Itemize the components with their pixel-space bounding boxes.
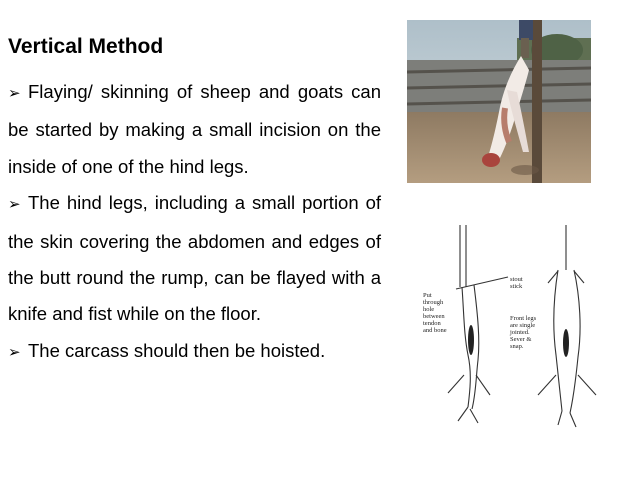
- flaying-diagram: [418, 225, 608, 430]
- diagram-right-label-3: jointed.: [510, 329, 530, 336]
- diagram-left-label-6: and bone: [423, 327, 447, 334]
- arrow-bullet-icon: ➢: [8, 343, 21, 361]
- paragraph-text: The hind legs, including a small portion of the skin covering the abdomen and edges of the butt round the rump, can be flayed with a knife and fist while on the floor.: [8, 192, 381, 325]
- paragraph-text: Flaying/ skinning of sheep and goats can be started by making a small incision on the inside of one of the hind legs.: [8, 81, 381, 177]
- bullet-paragraph-1: [8, 74, 381, 185]
- diagram-left-label-3: hole: [423, 306, 435, 313]
- bullet-paragraph-2: [8, 185, 381, 333]
- left-carcass-illustration: [448, 225, 508, 423]
- bullet-paragraph-3: [8, 333, 381, 371]
- right-carcass-illustration: [538, 225, 596, 427]
- diagram-left-label-5: tendon: [423, 320, 441, 327]
- diagram-right-label-4: Sever &: [510, 336, 532, 343]
- diagram-left-label-2: through: [423, 299, 444, 306]
- slide-title: Vertical Method: [8, 35, 164, 58]
- paragraph-text: The carcass should then be hoisted.: [28, 339, 326, 361]
- left-incision-mark: [468, 325, 474, 355]
- diagram-left-label-4: between: [423, 313, 445, 320]
- diagram-right-label-1: Front legs: [510, 315, 537, 322]
- right-incision-mark: [563, 329, 569, 357]
- hoisted-carcass-photo: [407, 20, 591, 183]
- diagram-stick-label-1: stout: [510, 276, 523, 283]
- diagram-left-label-1: Put: [423, 292, 432, 299]
- diagram-right-label-2: are single: [510, 322, 536, 329]
- arrow-bullet-icon: ➢: [8, 196, 21, 214]
- diagram-right-label-5: snap.: [510, 343, 524, 350]
- arrow-bullet-icon: ➢: [8, 85, 21, 102]
- diagram-stick-label-2: stick: [510, 283, 523, 290]
- slide-body: [8, 74, 381, 371]
